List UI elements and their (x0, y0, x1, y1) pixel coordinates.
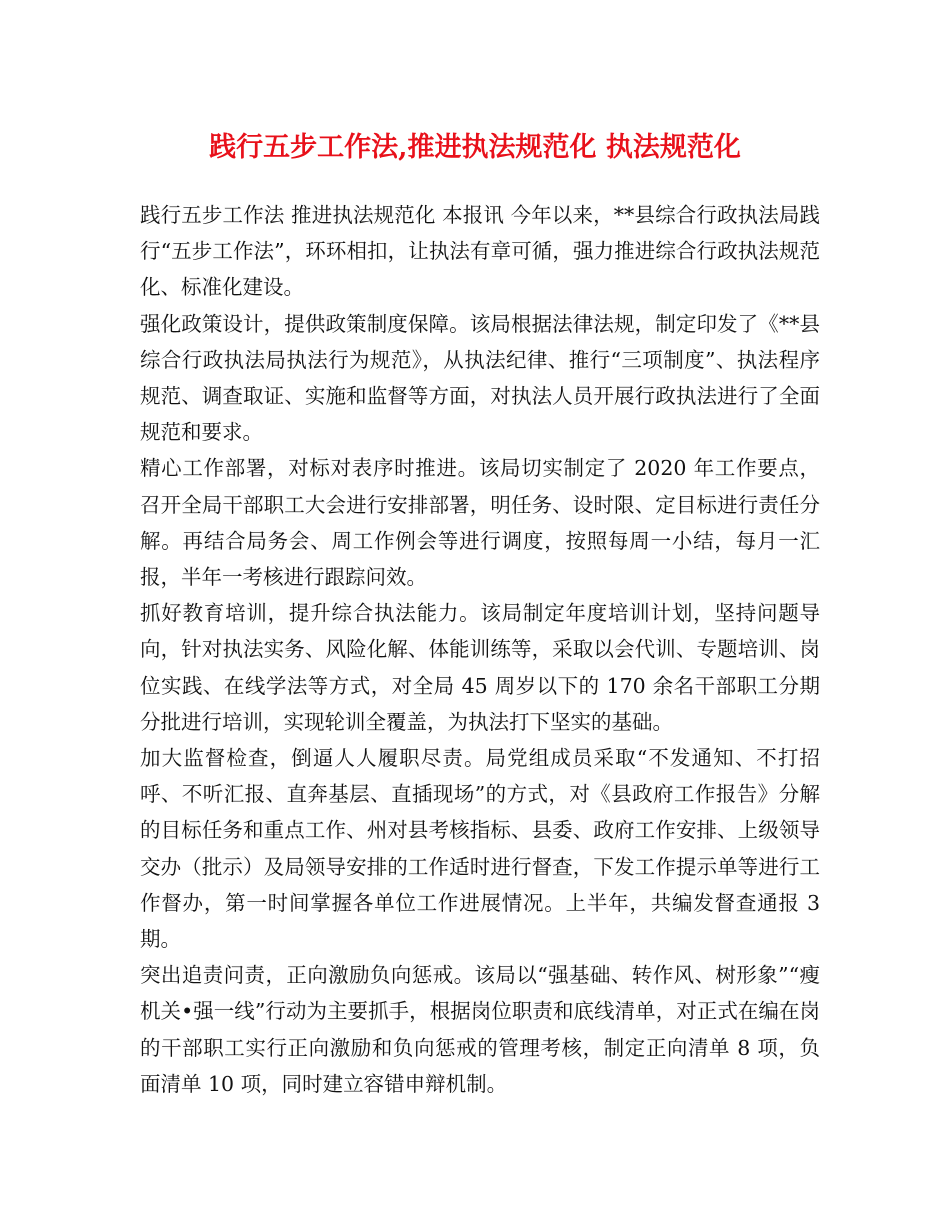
paragraph-intro: 践行五步工作法 推进执法规范化 本报讯 今年以来，**县综合行政执法局践行“五步工作法”，环环相扣，让执法有章可循，强力推进综合行政执法规范化、标准化建设。 (140, 203, 820, 300)
paragraph-supervision: 加大监督检查，倒逼人人履职尽责。局党组成员采取“不发通知、不打招呼、不听汇报、直奔基层、直插现场”的方式，对《县政府工作报告》分解的目标任务和重点工作、州对县考核指标、县委、政府工作安排、上级领导交办（批示）及局领导安排的工作适时进行督查，下发工作提示单等进行工作督办，第一时间掌握各单位工作进展情况。上半年，共编发督查通报 3 期。 (140, 746, 820, 952)
paragraph-policy-design: 强化政策设计，提供政策制度保障。该局根据法律法规，制定印发了《**县综合行政执法局执法行为规范》，从执法纪律、推行“三项制度”、执法程序规范、调查取证、实施和监督等方面，对执法人员开展行政执法进行了全面规范和要求。 (140, 311, 820, 445)
paragraph-work-deployment: 精心工作部署，对标对表序时推进。该局切实制定了 2020 年工作要点，召开全局干部职工大会进行安排部署，明任务、设时限、定目标进行责任分解。再结合局务会、周工作例会等进行调度，按照每周一小结，每月一汇报，半年一考核进行跟踪问效。 (140, 456, 820, 590)
paragraph-accountability: 突出追责问责，正向激励负向惩戒。该局以“强基础、转作风、树形象”“瘦机关•强一线”行动为主要抓手，根据岗位职责和底线清单，对正式在编在岗的干部职工实行正向激励和负向惩戒的管理考核，制定正向清单 8 项，负面清单 10 项，同时建立容错申辩机制。 (140, 963, 820, 1096)
document-body (140, 197, 820, 1102)
paragraph-education-training: 抓好教育培训，提升综合执法能力。该局制定年度培训计划，坚持问题导向，针对执法实务、风险化解、体能训练等，采取以会代训、专题培训、岗位实践、在线学法等方式，对全局 45 周岁以下的 170 余名干部职工分期分批进行培训，实现轮训全覆盖，为执法打下坚实的基础。 (140, 601, 820, 734)
document-title: 践行五步工作法,推进执法规范化 执法规范化 (209, 132, 741, 163)
